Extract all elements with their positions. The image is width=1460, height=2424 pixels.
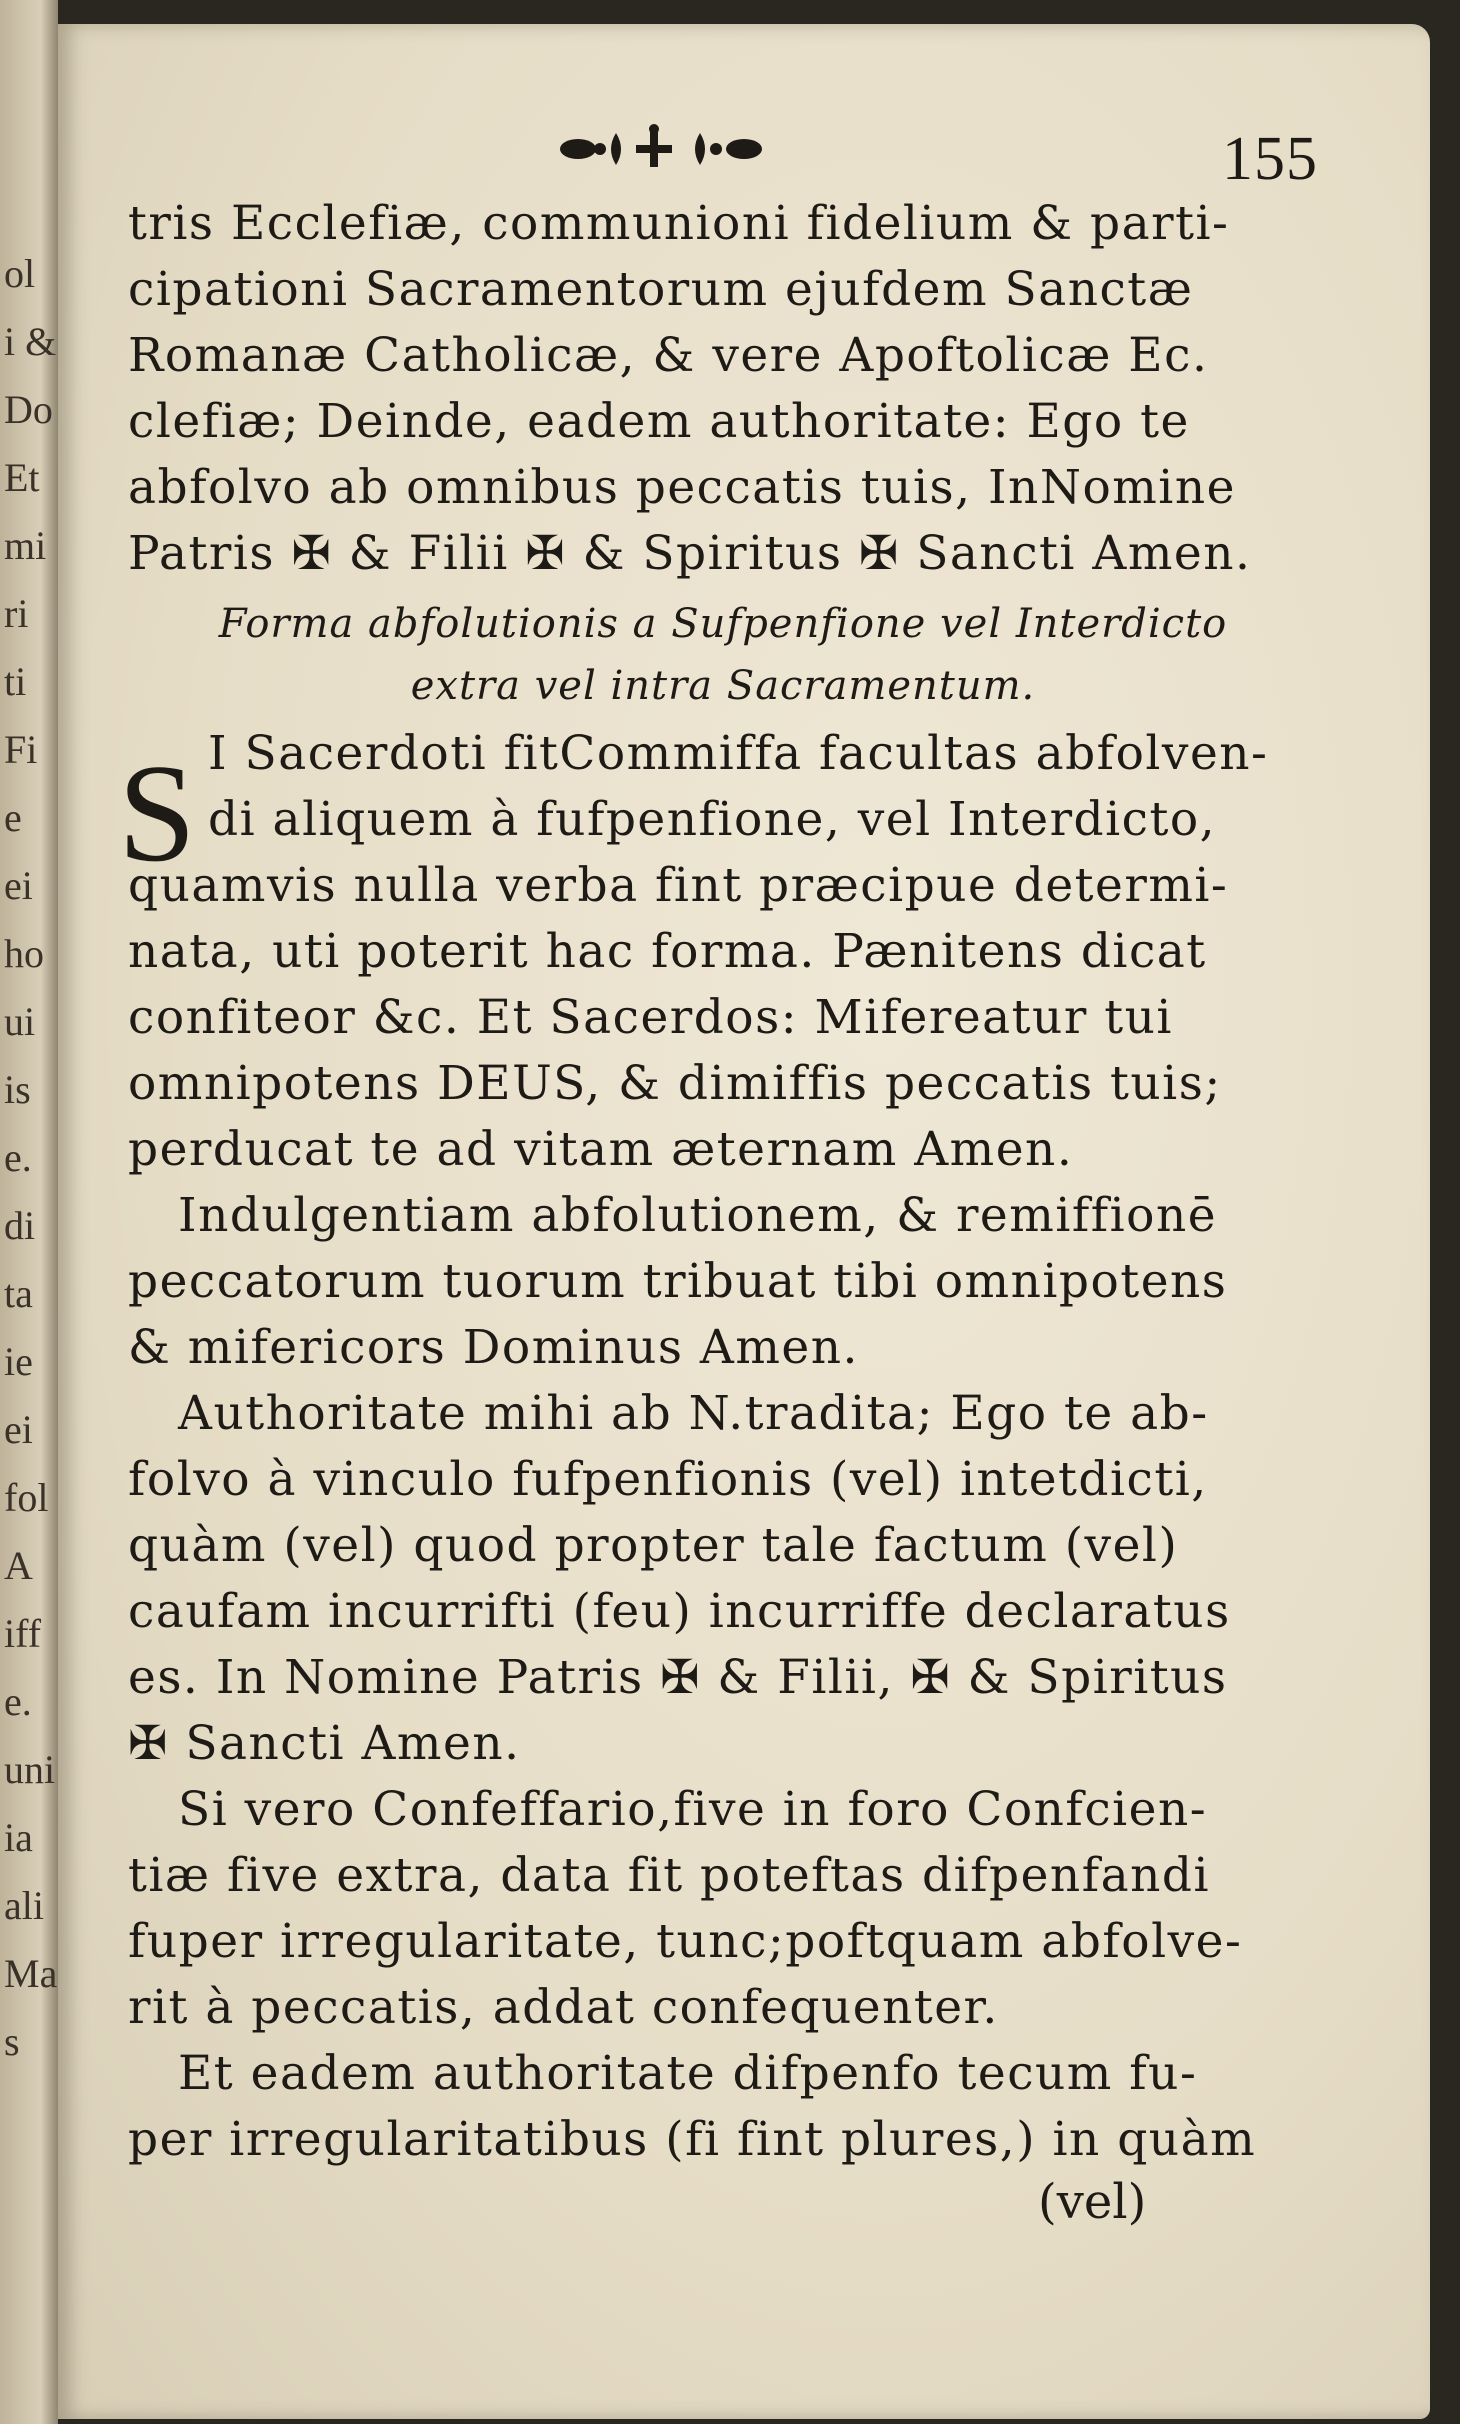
margin-fragment: s bbox=[4, 2019, 20, 2064]
page-number: 155 bbox=[1222, 125, 1318, 193]
text-line: rit à peccatis, addat confequenter. bbox=[128, 1980, 999, 2035]
text-line: omnipotens DEUS, & dimiffis peccatis tuis; bbox=[128, 1056, 1222, 1111]
margin-fragment: ia bbox=[4, 1815, 33, 1860]
text-line: tris Ecclefiæ, communioni fidelium & parti- bbox=[128, 196, 1230, 251]
text-line: quamvis nulla verba fint præcipue determi- bbox=[128, 858, 1229, 913]
page-text bbox=[58, 24, 1430, 2419]
previous-page-edge bbox=[0, 0, 58, 2424]
margin-fragment: mi bbox=[4, 523, 47, 568]
text-line: ✠ Sancti Amen. bbox=[128, 1716, 521, 1771]
text-line: fuper irregularitate, tunc;poftquam abfolve- bbox=[128, 1914, 1243, 1969]
margin-fragment: ei bbox=[4, 1407, 33, 1452]
text-line: perducat te ad vitam æternam Amen. bbox=[128, 1122, 1074, 1177]
text-line: & mifericors Dominus Amen. bbox=[128, 1320, 859, 1375]
section-heading: extra vel intra Sacramentum. bbox=[410, 663, 1036, 709]
drop-cap: S bbox=[118, 736, 196, 891]
text-line: folvo à vinculo fufpenfionis (vel) intetdicti, bbox=[128, 1452, 1208, 1507]
text-line: Romanæ Catholicæ, & vere Apoftolicæ Ec. bbox=[128, 328, 1209, 383]
text-line: per irregularitatibus (fi fint plures,) in quàm bbox=[128, 2112, 1257, 2167]
margin-fragment: i & bbox=[4, 319, 57, 364]
text-line: cipationi Sacramentorum ejufdem Sanctæ bbox=[128, 262, 1194, 317]
margin-fragment: fol bbox=[4, 1475, 49, 1520]
text-line: peccatorum tuorum tribuat tibi omnipotens bbox=[128, 1254, 1228, 1309]
margin-fragment: Do bbox=[4, 387, 53, 432]
text-line: Authoritate mihi ab N.tradita; Ego te ab- bbox=[178, 1386, 1209, 1441]
text-line: confiteor &c. Et Sacerdos: Mifereatur tui bbox=[128, 990, 1173, 1045]
margin-fragment: ti bbox=[4, 659, 27, 704]
text-line: Si vero Confeffario,five in foro Confcien- bbox=[178, 1782, 1208, 1837]
margin-fragment: ei bbox=[4, 863, 33, 908]
margin-fragment: uni bbox=[4, 1747, 56, 1792]
text-line: tiæ five extra, data fit poteftas difpenfandi bbox=[128, 1848, 1210, 1903]
text-line: I Sacerdoti fitCommiffa facultas abfolven- bbox=[208, 726, 1269, 781]
text-line: es. In Nomine Patris ✠ & Filii, ✠ & Spiritus bbox=[128, 1650, 1228, 1705]
margin-fragment: ri bbox=[4, 591, 29, 636]
margin-fragment: ta bbox=[4, 1271, 33, 1316]
margin-fragment: Et bbox=[4, 455, 40, 500]
text-line: quàm (vel) quod propter tale factum (vel) bbox=[128, 1518, 1179, 1573]
section-heading: Forma abfolutionis a Sufpenfione vel Interdicto bbox=[218, 601, 1228, 647]
margin-fragment: e. bbox=[4, 1679, 32, 1724]
text-line: Et eadem authoritate difpenfo tecum fu- bbox=[178, 2046, 1198, 2101]
margin-fragment: e bbox=[4, 795, 22, 840]
margin-fragment: ui bbox=[4, 999, 36, 1044]
text-line: Indulgentiam abfolutionem, & remiffionē bbox=[178, 1188, 1218, 1243]
margin-fragment: ali bbox=[4, 1883, 44, 1928]
margin-fragment: ie bbox=[4, 1339, 33, 1384]
margin-fragment: ho bbox=[4, 931, 44, 976]
text-line: clefiæ; Deinde, eadem authoritate: Ego te bbox=[128, 394, 1190, 449]
catchword: (vel) bbox=[1038, 2174, 1147, 2230]
book-page bbox=[58, 24, 1430, 2419]
margin-fragment: di bbox=[4, 1203, 36, 1248]
margin-fragment: ol bbox=[4, 251, 36, 296]
text-line: caufam incurrifti (feu) incurriffe declaratus bbox=[128, 1584, 1231, 1639]
text-line: abfolvo ab omnibus peccatis tuis, InNomine bbox=[128, 460, 1236, 515]
margin-fragment: Ma bbox=[4, 1951, 58, 1996]
margin-fragment: is bbox=[4, 1067, 31, 1112]
margin-fragment: iff bbox=[4, 1611, 42, 1656]
margin-fragment: Fi bbox=[4, 727, 38, 772]
margin-fragment: A bbox=[4, 1543, 33, 1588]
text-line: di aliquem à fufpenfione, vel Interdicto, bbox=[208, 792, 1217, 847]
text-line: Patris ✠ & Filii ✠ & Spiritus ✠ Sancti Amen. bbox=[128, 526, 1252, 581]
text-line: nata, uti poterit hac forma. Pænitens dicat bbox=[128, 924, 1207, 979]
margin-fragment: e. bbox=[4, 1135, 32, 1180]
